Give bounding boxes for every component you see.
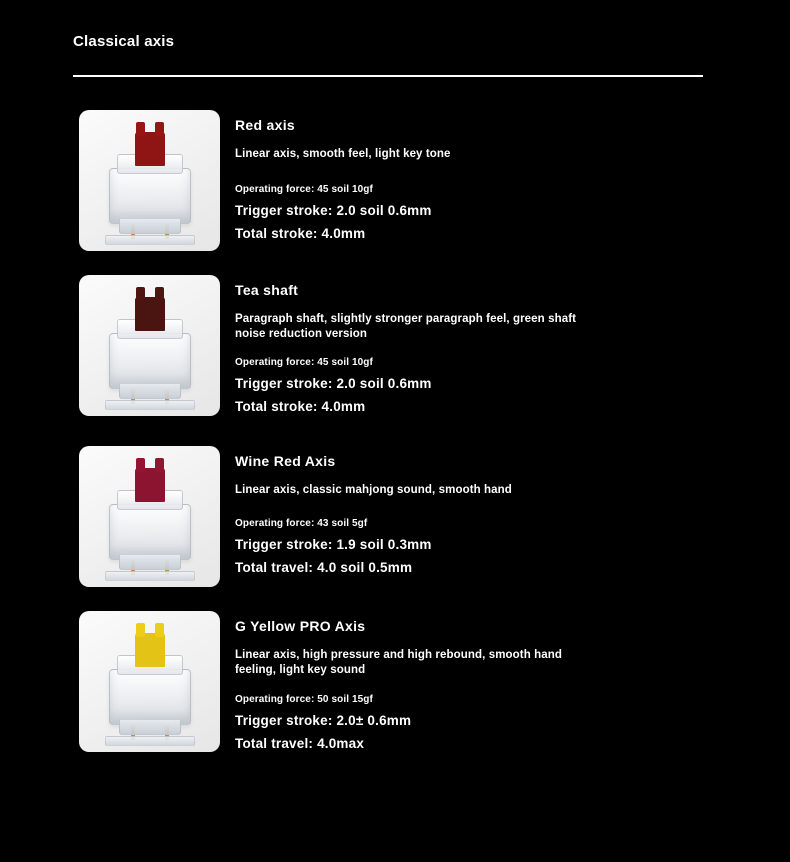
list-item [0,446,790,587]
page-title: Classical axis [73,33,175,50]
switch-thumbnail [79,611,220,752]
switch-thumbnail [79,446,220,587]
list-item [0,110,790,251]
keyboard-switch-icon [79,611,220,752]
switch-name: G Yellow PRO Axis [235,618,366,635]
switch-info [220,275,790,422]
keyboard-switch-icon [79,110,220,251]
switch-thumbnail [79,275,220,416]
trigger-stroke: Trigger stroke: 2.0 soil 0.6mm [235,376,432,392]
list-item [0,275,790,422]
switch-name: Red axis [235,117,295,133]
switch-name: Wine Red Axis [235,453,336,470]
switch-thumbnail [79,110,220,251]
total-stroke: Total travel: 4.0max [235,735,365,751]
trigger-stroke: Trigger stroke: 1.9 soil 0.3mm [235,537,432,553]
switch-description: Linear axis, smooth feel, light key tone [235,148,451,160]
keyboard-switch-icon [79,446,220,587]
list-item [0,611,790,758]
total-stroke: Total stroke: 4.0mm [235,399,366,415]
operating-force: Operating force: 45 soil 10gf [235,357,373,369]
switch-name: Tea shaft [235,282,299,298]
switch-info [220,110,790,249]
switch-info [220,446,790,583]
keyboard-switch-icon [79,275,220,416]
switch-description: Linear axis, classic mahjong sound, smooth hand [235,484,512,497]
switch-description: Linear axis, high pressure and high rebound, smooth hand feeling, light key sound [235,649,562,677]
trigger-stroke: Trigger stroke: 2.0± 0.6mm [235,712,412,728]
title-divider [73,75,703,77]
total-stroke: Total stroke: 4.0mm [235,225,366,241]
total-stroke: Total travel: 4.0 soil 0.5mm [235,560,413,576]
switch-list [0,110,790,783]
operating-force: Operating force: 43 soil 5gf [235,518,368,530]
trigger-stroke: Trigger stroke: 2.0 soil 0.6mm [235,202,432,218]
operating-force: Operating force: 45 soil 10gf [235,183,373,195]
operating-force: Operating force: 50 soil 15gf [235,693,373,705]
switch-description: Paragraph shaft, slightly stronger paragraph feel, green shaft noise reduction version [235,313,577,340]
switch-info [220,611,790,758]
